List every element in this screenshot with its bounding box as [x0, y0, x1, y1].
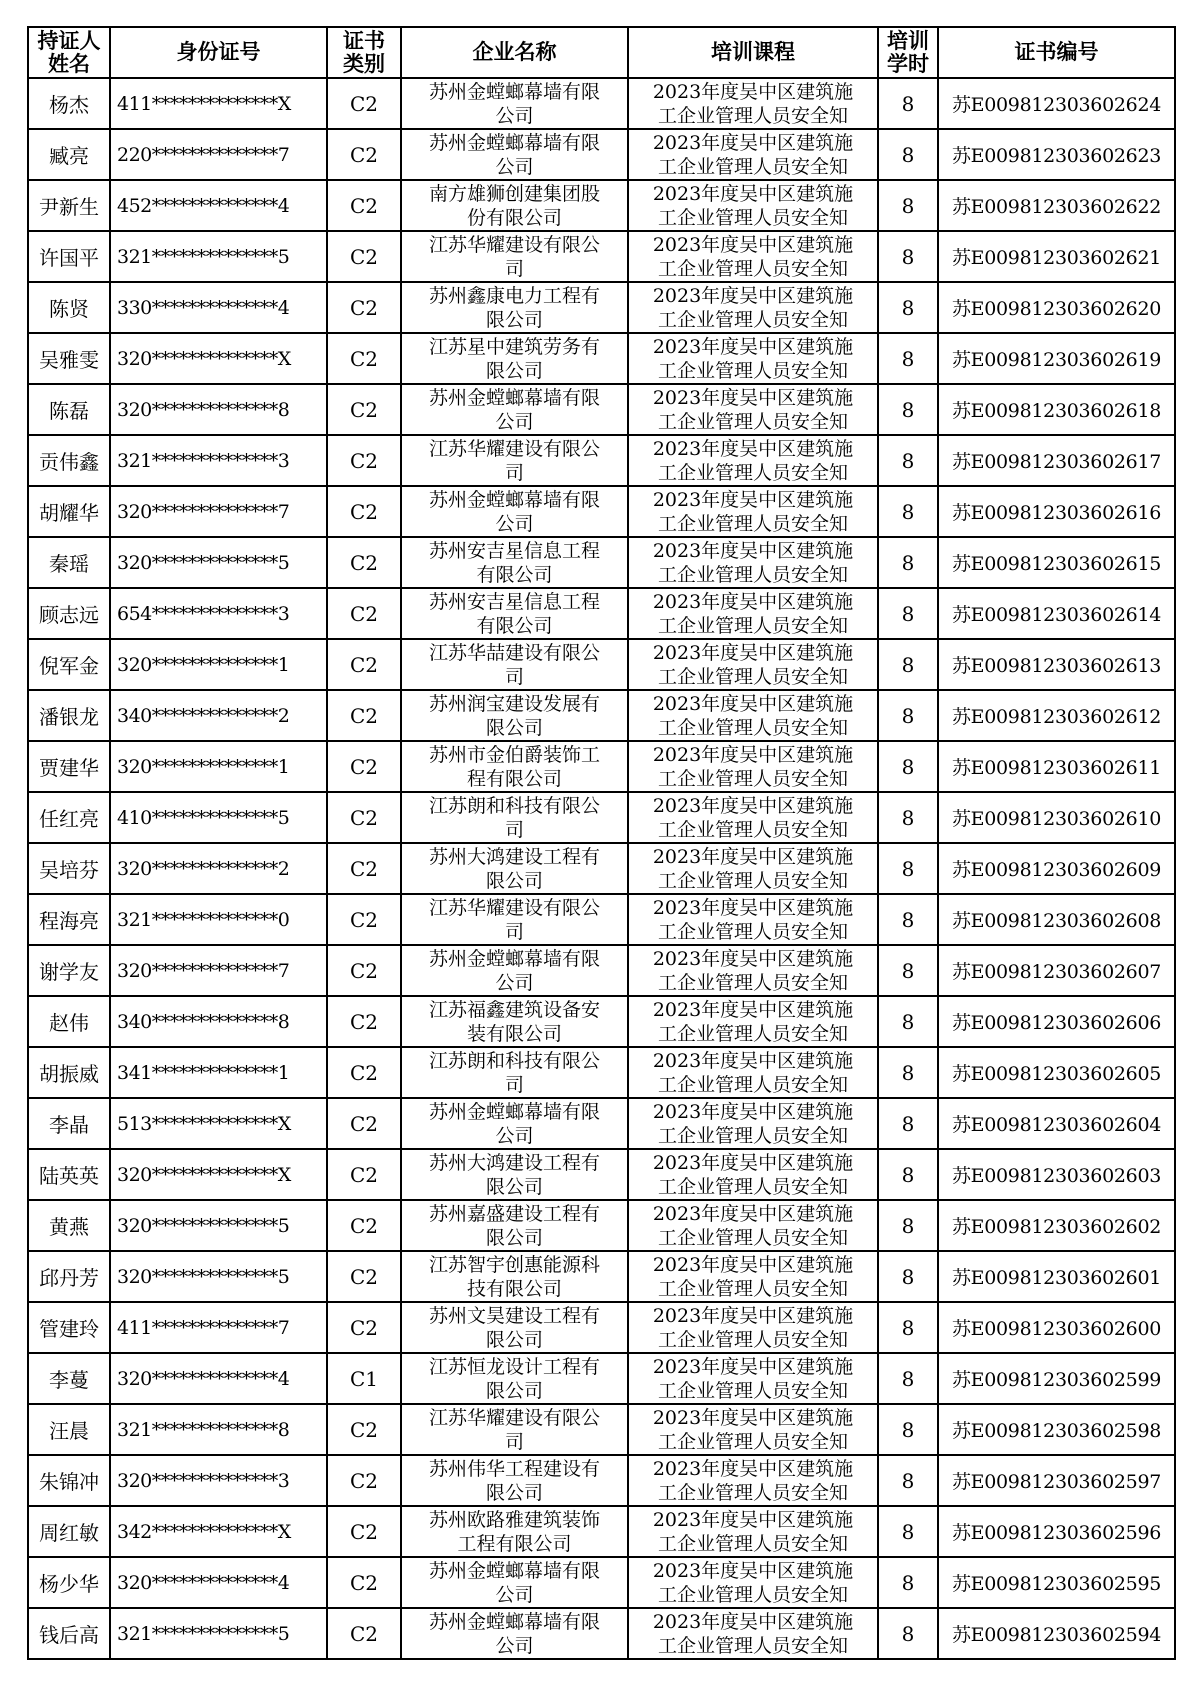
company-cell: 苏州大鸿建设工程有 限公司	[401, 1149, 628, 1200]
id-number-cell: 320**************X	[110, 333, 327, 384]
course-cell: 2023年度吴中区建筑施 工企业管理人员安全知	[628, 384, 878, 435]
company-cell: 苏州文昊建设工程有 限公司	[401, 1302, 628, 1353]
table-row	[28, 1251, 1175, 1302]
company-cell: 江苏华耀建设有限公 司	[401, 231, 628, 282]
id-number-cell: 452**************4	[110, 180, 327, 231]
hours-cell: 8	[878, 384, 938, 435]
course-cell: 2023年度吴中区建筑施 工企业管理人员安全知	[628, 537, 878, 588]
company-cell: 江苏华耀建设有限公 司	[401, 435, 628, 486]
id-number-cell: 220**************7	[110, 129, 327, 180]
holder-name-cell: 杨杰	[28, 78, 110, 129]
cert-type-cell: C2	[327, 1455, 401, 1506]
hours-cell: 8	[878, 1149, 938, 1200]
hours-cell: 8	[878, 792, 938, 843]
cert-type-cell: C2	[327, 894, 401, 945]
company-cell: 江苏朗和科技有限公 司	[401, 792, 628, 843]
company-cell: 江苏恒龙设计工程有 限公司	[401, 1353, 628, 1404]
cert-number-cell: 苏E009812303602614	[938, 588, 1175, 639]
holder-name-cell: 许国平	[28, 231, 110, 282]
holder-name-cell: 邱丹芳	[28, 1251, 110, 1302]
company-cell: 苏州金螳螂幕墙有限 公司	[401, 486, 628, 537]
cert-type-cell: C2	[327, 180, 401, 231]
table-row	[28, 1506, 1175, 1557]
id-number-cell: 411**************X	[110, 78, 327, 129]
id-number-cell: 654**************3	[110, 588, 327, 639]
cert-type-cell: C2	[327, 537, 401, 588]
hours-cell: 8	[878, 639, 938, 690]
holder-name-cell: 李蔓	[28, 1353, 110, 1404]
cert-number-cell: 苏E009812303602608	[938, 894, 1175, 945]
id-number-cell: 320**************5	[110, 1200, 327, 1251]
cert-type-cell: C2	[327, 996, 401, 1047]
cert-number-cell: 苏E009812303602602	[938, 1200, 1175, 1251]
course-cell: 2023年度吴中区建筑施 工企业管理人员安全知	[628, 945, 878, 996]
cert-number-cell: 苏E009812303602617	[938, 435, 1175, 486]
hours-cell: 8	[878, 282, 938, 333]
hours-cell: 8	[878, 1455, 938, 1506]
holder-name-cell: 吴雅雯	[28, 333, 110, 384]
course-cell: 2023年度吴中区建筑施 工企业管理人员安全知	[628, 1149, 878, 1200]
id-number-cell: 320**************1	[110, 639, 327, 690]
cert-number-cell: 苏E009812303602604	[938, 1098, 1175, 1149]
hours-cell: 8	[878, 1251, 938, 1302]
holder-name-cell: 管建玲	[28, 1302, 110, 1353]
id-number-cell: 341**************1	[110, 1047, 327, 1098]
company-cell: 江苏智宇创惠能源科 技有限公司	[401, 1251, 628, 1302]
id-number-cell: 330**************4	[110, 282, 327, 333]
cert-type-cell: C2	[327, 792, 401, 843]
cert-number-cell: 苏E009812303602594	[938, 1608, 1175, 1659]
header-course: 培训课程	[628, 27, 878, 78]
holder-name-cell: 潘银龙	[28, 690, 110, 741]
cert-type-cell: C2	[327, 384, 401, 435]
hours-cell: 8	[878, 333, 938, 384]
course-cell: 2023年度吴中区建筑施 工企业管理人员安全知	[628, 333, 878, 384]
id-number-cell: 340**************8	[110, 996, 327, 1047]
id-number-cell: 321**************8	[110, 1404, 327, 1455]
cert-type-cell: C2	[327, 129, 401, 180]
course-cell: 2023年度吴中区建筑施 工企业管理人员安全知	[628, 843, 878, 894]
table-row	[28, 1200, 1175, 1251]
holder-name-cell: 陈磊	[28, 384, 110, 435]
company-cell: 苏州市金伯爵装饰工 程有限公司	[401, 741, 628, 792]
cert-number-cell: 苏E009812303602601	[938, 1251, 1175, 1302]
id-number-cell: 320**************X	[110, 1149, 327, 1200]
company-cell: 苏州大鸿建设工程有 限公司	[401, 843, 628, 894]
cert-type-cell: C2	[327, 1251, 401, 1302]
cert-number-cell: 苏E009812303602598	[938, 1404, 1175, 1455]
table-row	[28, 792, 1175, 843]
header-id: 身份证号	[110, 27, 327, 78]
table-row	[28, 435, 1175, 486]
company-cell: 苏州金螳螂幕墙有限 公司	[401, 945, 628, 996]
course-cell: 2023年度吴中区建筑施 工企业管理人员安全知	[628, 996, 878, 1047]
course-cell: 2023年度吴中区建筑施 工企业管理人员安全知	[628, 486, 878, 537]
course-cell: 2023年度吴中区建筑施 工企业管理人员安全知	[628, 1353, 878, 1404]
course-cell: 2023年度吴中区建筑施 工企业管理人员安全知	[628, 282, 878, 333]
table-row	[28, 588, 1175, 639]
hours-cell: 8	[878, 843, 938, 894]
table-header-row	[28, 27, 1175, 78]
table-row	[28, 78, 1175, 129]
id-number-cell: 320**************7	[110, 945, 327, 996]
course-cell: 2023年度吴中区建筑施 工企业管理人员安全知	[628, 894, 878, 945]
cert-number-cell: 苏E009812303602605	[938, 1047, 1175, 1098]
hours-cell: 8	[878, 1353, 938, 1404]
holder-name-cell: 赵伟	[28, 996, 110, 1047]
holder-name-cell: 谢学友	[28, 945, 110, 996]
company-cell: 苏州金螳螂幕墙有限 公司	[401, 1098, 628, 1149]
company-cell: 苏州金螳螂幕墙有限 公司	[401, 384, 628, 435]
table-row	[28, 894, 1175, 945]
cert-number-cell: 苏E009812303602620	[938, 282, 1175, 333]
company-cell: 江苏朗和科技有限公 司	[401, 1047, 628, 1098]
company-cell: 江苏华耀建设有限公 司	[401, 894, 628, 945]
header-company: 企业名称	[401, 27, 628, 78]
table-row	[28, 1557, 1175, 1608]
holder-name-cell: 陈贤	[28, 282, 110, 333]
id-number-cell: 410**************5	[110, 792, 327, 843]
cert-type-cell: C2	[327, 282, 401, 333]
cert-type-cell: C2	[327, 1200, 401, 1251]
hours-cell: 8	[878, 537, 938, 588]
id-number-cell: 320**************8	[110, 384, 327, 435]
company-cell: 苏州安吉星信息工程 有限公司	[401, 537, 628, 588]
id-number-cell: 320**************4	[110, 1353, 327, 1404]
holder-name-cell: 钱后高	[28, 1608, 110, 1659]
cert-number-cell: 苏E009812303602606	[938, 996, 1175, 1047]
cert-type-cell: C2	[327, 78, 401, 129]
table-row	[28, 1098, 1175, 1149]
cert-type-cell: C2	[327, 639, 401, 690]
table-row	[28, 1302, 1175, 1353]
table-row	[28, 1404, 1175, 1455]
id-number-cell: 513**************X	[110, 1098, 327, 1149]
cert-number-cell: 苏E009812303602609	[938, 843, 1175, 894]
company-cell: 江苏华耀建设有限公 司	[401, 1404, 628, 1455]
course-cell: 2023年度吴中区建筑施 工企业管理人员安全知	[628, 435, 878, 486]
cert-type-cell: C2	[327, 945, 401, 996]
cert-type-cell: C2	[327, 843, 401, 894]
course-cell: 2023年度吴中区建筑施 工企业管理人员安全知	[628, 639, 878, 690]
course-cell: 2023年度吴中区建筑施 工企业管理人员安全知	[628, 1047, 878, 1098]
id-number-cell: 321**************0	[110, 894, 327, 945]
table-row	[28, 333, 1175, 384]
table-row	[28, 537, 1175, 588]
cert-type-cell: C2	[327, 435, 401, 486]
id-number-cell: 320**************7	[110, 486, 327, 537]
course-cell: 2023年度吴中区建筑施 工企业管理人员安全知	[628, 78, 878, 129]
id-number-cell: 320**************3	[110, 1455, 327, 1506]
cert-type-cell: C2	[327, 1302, 401, 1353]
company-cell: 南方雄狮创建集团股 份有限公司	[401, 180, 628, 231]
hours-cell: 8	[878, 1404, 938, 1455]
hours-cell: 8	[878, 1098, 938, 1149]
course-cell: 2023年度吴中区建筑施 工企业管理人员安全知	[628, 1200, 878, 1251]
table-row	[28, 231, 1175, 282]
hours-cell: 8	[878, 180, 938, 231]
course-cell: 2023年度吴中区建筑施 工企业管理人员安全知	[628, 1302, 878, 1353]
course-cell: 2023年度吴中区建筑施 工企业管理人员安全知	[628, 1506, 878, 1557]
cert-number-cell: 苏E009812303602597	[938, 1455, 1175, 1506]
course-cell: 2023年度吴中区建筑施 工企业管理人员安全知	[628, 1404, 878, 1455]
hours-cell: 8	[878, 1608, 938, 1659]
id-number-cell: 320**************5	[110, 537, 327, 588]
cert-number-cell: 苏E009812303602618	[938, 384, 1175, 435]
hours-cell: 8	[878, 231, 938, 282]
holder-name-cell: 秦瑶	[28, 537, 110, 588]
cert-type-cell: C2	[327, 1404, 401, 1455]
course-cell: 2023年度吴中区建筑施 工企业管理人员安全知	[628, 180, 878, 231]
table-row	[28, 1608, 1175, 1659]
header-hours: 培训 学时	[878, 27, 938, 78]
id-number-cell: 342**************X	[110, 1506, 327, 1557]
company-cell: 苏州欧路雅建筑装饰 工程有限公司	[401, 1506, 628, 1557]
cert-type-cell: C2	[327, 486, 401, 537]
cert-number-cell: 苏E009812303602611	[938, 741, 1175, 792]
id-number-cell: 321**************5	[110, 231, 327, 282]
course-cell: 2023年度吴中区建筑施 工企业管理人员安全知	[628, 1098, 878, 1149]
cert-type-cell: C2	[327, 1098, 401, 1149]
holder-name-cell: 顾志远	[28, 588, 110, 639]
id-number-cell: 320**************1	[110, 741, 327, 792]
hours-cell: 8	[878, 1506, 938, 1557]
table-row	[28, 741, 1175, 792]
cert-type-cell: C2	[327, 1506, 401, 1557]
course-cell: 2023年度吴中区建筑施 工企业管理人员安全知	[628, 1251, 878, 1302]
cert-type-cell: C2	[327, 741, 401, 792]
table-row	[28, 486, 1175, 537]
course-cell: 2023年度吴中区建筑施 工企业管理人员安全知	[628, 1455, 878, 1506]
cert-type-cell: C2	[327, 690, 401, 741]
company-cell: 苏州伟华工程建设有 限公司	[401, 1455, 628, 1506]
holder-name-cell: 周红敏	[28, 1506, 110, 1557]
cert-number-cell: 苏E009812303602607	[938, 945, 1175, 996]
company-cell: 苏州金螳螂幕墙有限 公司	[401, 78, 628, 129]
company-cell: 江苏星中建筑劳务有 限公司	[401, 333, 628, 384]
holder-name-cell: 黄燕	[28, 1200, 110, 1251]
cert-number-cell: 苏E009812303602615	[938, 537, 1175, 588]
cert-number-cell: 苏E009812303602612	[938, 690, 1175, 741]
certificate-table	[27, 26, 1176, 1660]
cert-number-cell: 苏E009812303602623	[938, 129, 1175, 180]
hours-cell: 8	[878, 129, 938, 180]
cert-number-cell: 苏E009812303602616	[938, 486, 1175, 537]
holder-name-cell: 汪晨	[28, 1404, 110, 1455]
cert-number-cell: 苏E009812303602595	[938, 1557, 1175, 1608]
cert-type-cell: C2	[327, 231, 401, 282]
cert-number-cell: 苏E009812303602622	[938, 180, 1175, 231]
holder-name-cell: 李晶	[28, 1098, 110, 1149]
holder-name-cell: 尹新生	[28, 180, 110, 231]
id-number-cell: 320**************2	[110, 843, 327, 894]
holder-name-cell: 倪军金	[28, 639, 110, 690]
course-cell: 2023年度吴中区建筑施 工企业管理人员安全知	[628, 231, 878, 282]
company-cell: 江苏福鑫建筑设备安 装有限公司	[401, 996, 628, 1047]
holder-name-cell: 吴培芬	[28, 843, 110, 894]
header-name: 持证人 姓名	[28, 27, 110, 78]
cert-type-cell: C2	[327, 1047, 401, 1098]
hours-cell: 8	[878, 690, 938, 741]
table-row	[28, 384, 1175, 435]
table-row	[28, 843, 1175, 894]
hours-cell: 8	[878, 894, 938, 945]
cert-number-cell: 苏E009812303602613	[938, 639, 1175, 690]
cert-number-cell: 苏E009812303602610	[938, 792, 1175, 843]
id-number-cell: 321**************3	[110, 435, 327, 486]
company-cell: 苏州润宝建设发展有 限公司	[401, 690, 628, 741]
header-cert-number: 证书编号	[938, 27, 1175, 78]
id-number-cell: 340**************2	[110, 690, 327, 741]
table-row	[28, 282, 1175, 333]
holder-name-cell: 朱锦冲	[28, 1455, 110, 1506]
table-row	[28, 945, 1175, 996]
table-row	[28, 129, 1175, 180]
hours-cell: 8	[878, 486, 938, 537]
holder-name-cell: 杨少华	[28, 1557, 110, 1608]
course-cell: 2023年度吴中区建筑施 工企业管理人员安全知	[628, 792, 878, 843]
hours-cell: 8	[878, 588, 938, 639]
id-number-cell: 321**************5	[110, 1608, 327, 1659]
table-row	[28, 690, 1175, 741]
hours-cell: 8	[878, 945, 938, 996]
cert-type-cell: C2	[327, 1149, 401, 1200]
hours-cell: 8	[878, 1302, 938, 1353]
holder-name-cell: 胡耀华	[28, 486, 110, 537]
holder-name-cell: 贾建华	[28, 741, 110, 792]
cert-number-cell: 苏E009812303602624	[938, 78, 1175, 129]
id-number-cell: 320**************5	[110, 1251, 327, 1302]
id-number-cell: 320**************4	[110, 1557, 327, 1608]
company-cell: 苏州嘉盛建设工程有 限公司	[401, 1200, 628, 1251]
table-row	[28, 1455, 1175, 1506]
cert-number-cell: 苏E009812303602621	[938, 231, 1175, 282]
holder-name-cell: 贡伟鑫	[28, 435, 110, 486]
course-cell: 2023年度吴中区建筑施 工企业管理人员安全知	[628, 1557, 878, 1608]
holder-name-cell: 胡振威	[28, 1047, 110, 1098]
hours-cell: 8	[878, 1557, 938, 1608]
company-cell: 苏州金螳螂幕墙有限 公司	[401, 1557, 628, 1608]
company-cell: 苏州金螳螂幕墙有限 公司	[401, 129, 628, 180]
table-row	[28, 1149, 1175, 1200]
cert-number-cell: 苏E009812303602603	[938, 1149, 1175, 1200]
header-cert-type: 证书 类别	[327, 27, 401, 78]
hours-cell: 8	[878, 741, 938, 792]
hours-cell: 8	[878, 78, 938, 129]
company-cell: 苏州金螳螂幕墙有限 公司	[401, 1608, 628, 1659]
cert-type-cell: C2	[327, 1557, 401, 1608]
company-cell: 江苏华喆建设有限公 司	[401, 639, 628, 690]
company-cell: 苏州安吉星信息工程 有限公司	[401, 588, 628, 639]
course-cell: 2023年度吴中区建筑施 工企业管理人员安全知	[628, 690, 878, 741]
cert-type-cell: C1	[327, 1353, 401, 1404]
cert-type-cell: C2	[327, 588, 401, 639]
cert-number-cell: 苏E009812303602600	[938, 1302, 1175, 1353]
table-row	[28, 639, 1175, 690]
hours-cell: 8	[878, 1200, 938, 1251]
holder-name-cell: 任红亮	[28, 792, 110, 843]
course-cell: 2023年度吴中区建筑施 工企业管理人员安全知	[628, 129, 878, 180]
table-row	[28, 1047, 1175, 1098]
cert-type-cell: C2	[327, 333, 401, 384]
table-row	[28, 180, 1175, 231]
cert-number-cell: 苏E009812303602599	[938, 1353, 1175, 1404]
hours-cell: 8	[878, 1047, 938, 1098]
cert-type-cell: C2	[327, 1608, 401, 1659]
holder-name-cell: 陆英英	[28, 1149, 110, 1200]
course-cell: 2023年度吴中区建筑施 工企业管理人员安全知	[628, 588, 878, 639]
cert-number-cell: 苏E009812303602596	[938, 1506, 1175, 1557]
company-cell: 苏州鑫康电力工程有 限公司	[401, 282, 628, 333]
cert-number-cell: 苏E009812303602619	[938, 333, 1175, 384]
table-row	[28, 1353, 1175, 1404]
hours-cell: 8	[878, 435, 938, 486]
table-row	[28, 996, 1175, 1047]
course-cell: 2023年度吴中区建筑施 工企业管理人员安全知	[628, 1608, 878, 1659]
holder-name-cell: 程海亮	[28, 894, 110, 945]
hours-cell: 8	[878, 996, 938, 1047]
course-cell: 2023年度吴中区建筑施 工企业管理人员安全知	[628, 741, 878, 792]
id-number-cell: 411**************7	[110, 1302, 327, 1353]
holder-name-cell: 臧亮	[28, 129, 110, 180]
